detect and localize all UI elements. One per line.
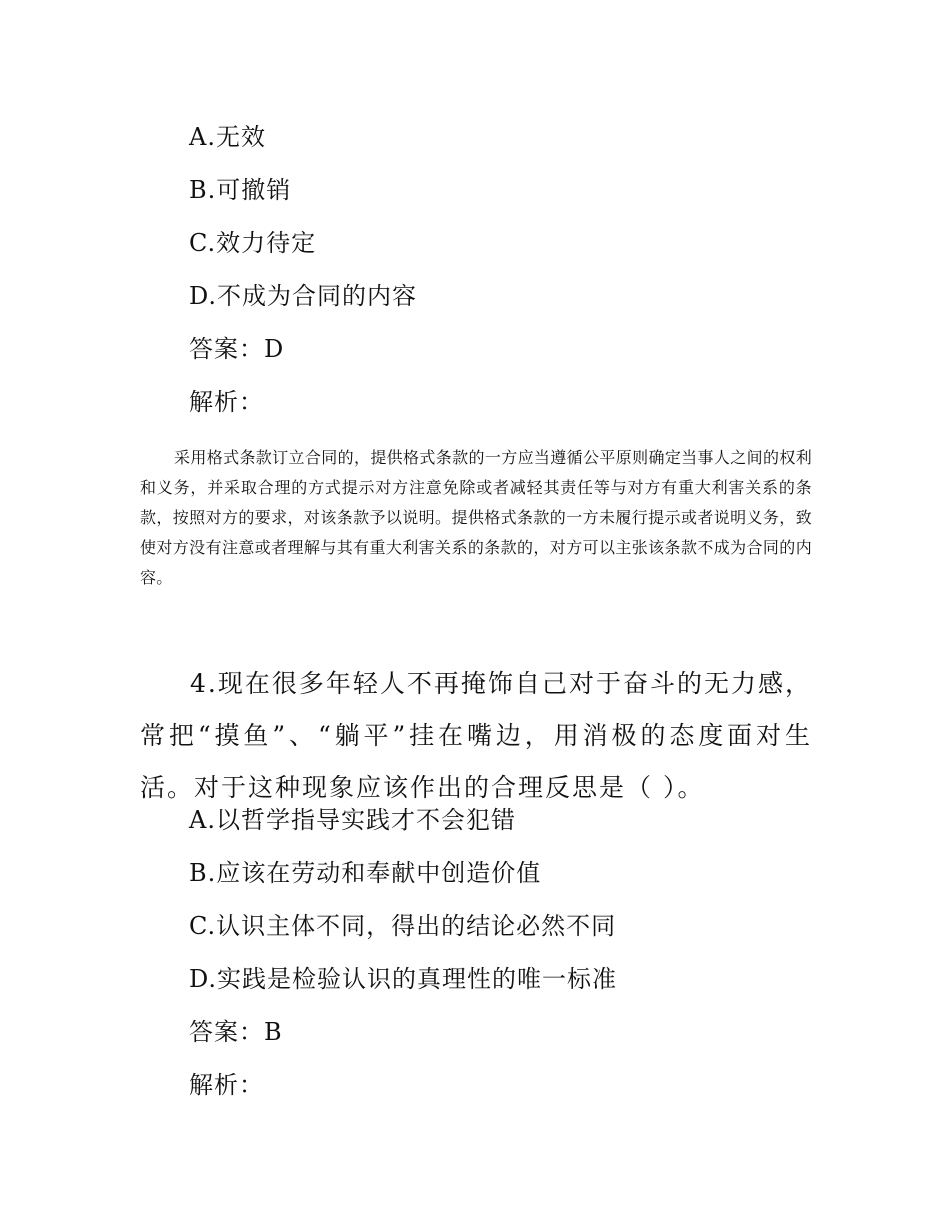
q3-option-a: A.无效 xyxy=(189,123,266,151)
q4-option-d: D.实践是检验认识的真理性的唯一标准 xyxy=(189,965,618,993)
q3-option-b: B.可撤销 xyxy=(189,176,292,204)
q3-analysis-text: 采用格式条款订立合同的，提供格式条款的一方应当遵循公平原则确定当事人之间的权利和义务，并采取合理的方式提示对方注意免除或者减轻其责任等与对方有重大利害关系的条款，按照对方的要求，对该条款予以说明。提供格式条款的一方未履行提示或者说明义务，致使对方没有注意或者理解与其有重大利害关系的条款的，对方可以主张该条款不成为合同的内容。 xyxy=(140,448,812,587)
q3-answer: 答案：D xyxy=(189,335,285,363)
q4-analysis-label: 解析： xyxy=(189,1071,264,1099)
q4-option-c: C.认识主体不同，得出的结论必然不同 xyxy=(189,912,617,940)
q4-answer: 答案：B xyxy=(189,1018,283,1046)
q4-option-a: A.以哲学指导实践才不会犯错 xyxy=(189,806,516,834)
q4-option-b: B.应该在劳动和奉献中创造价值 xyxy=(189,859,542,887)
q3-analysis-label: 解析： xyxy=(189,388,264,416)
q3-option-d: D.不成为合同的内容 xyxy=(189,282,418,310)
q4-question: 4.现在很多年轻人不再掩饰自己对于奋斗的无力感，常把“摸鱼”、“躺平”挂在嘴边，用消极的态度面对生活。对于这种现象应该作出的合理反思是（ ）。 xyxy=(140,669,812,802)
q3-option-c: C.效力待定 xyxy=(189,229,317,257)
